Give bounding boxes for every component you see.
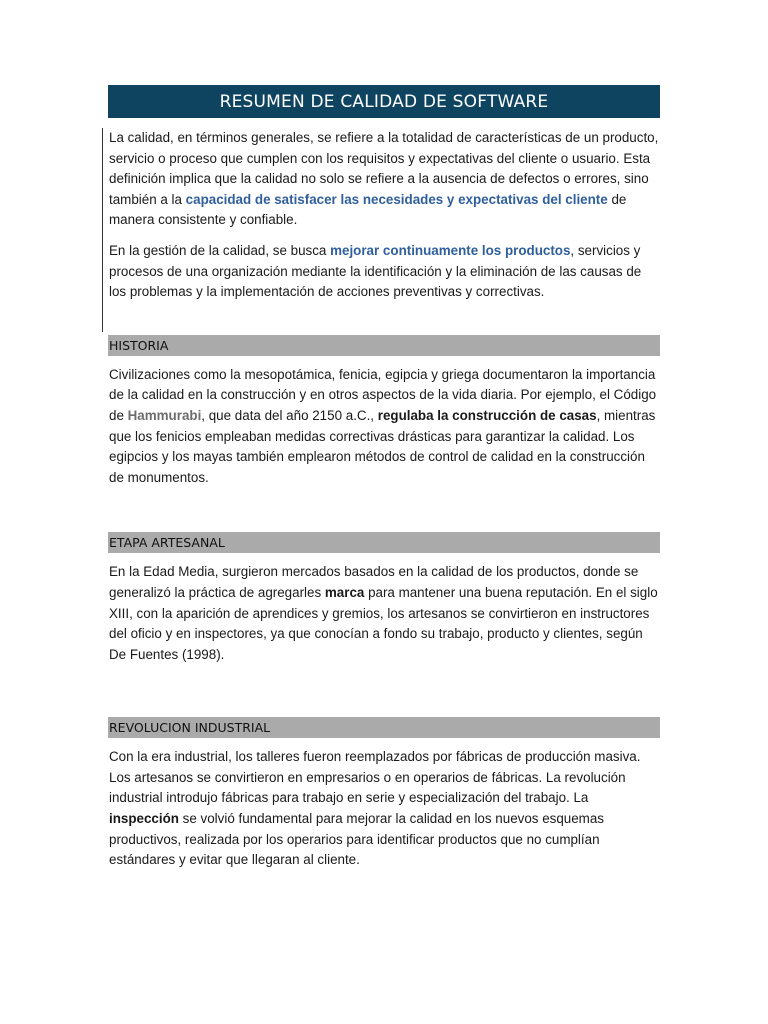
intro-p1-highlight: capacidad de satisfacer las necesidades y expectativas del cliente xyxy=(185,191,608,207)
intro-p1-text-b: de manera consistente y confiable. xyxy=(109,191,627,228)
industrial-bold: inspección xyxy=(109,811,179,827)
historia-body xyxy=(108,365,660,489)
artesanal-text-a: En la Edad Media, surgieron mercados basados en la calidad de los productos, donde se generalizó la práctica de agregarles xyxy=(109,564,639,600)
intro-paragraph-1 xyxy=(109,128,660,231)
title-banner xyxy=(108,85,660,118)
artesanal-paragraph xyxy=(109,562,660,665)
historia-paragraph xyxy=(109,365,660,489)
document-page xyxy=(108,85,660,871)
artesanal-bold: marca xyxy=(324,584,365,600)
industrial-body xyxy=(108,747,660,871)
intro-left-rule xyxy=(102,128,103,332)
intro-p2-text-a: En la gestión de la calidad, se busca xyxy=(109,242,331,258)
historia-text-b: , que data del año 2150 a.C., xyxy=(201,407,378,423)
section-heading-historia xyxy=(108,335,660,356)
historia-text-a: Civilizaciones como la mesopotámica, fenicia, egipcia y griega documentaron la importancia de la calidad en la construcción y en otros aspectos de la vida diaria. Por ejemplo, el Código de xyxy=(109,366,657,423)
intro-section xyxy=(108,128,660,303)
artesanal-body xyxy=(108,562,660,665)
industrial-text-a: Con la era industrial, los talleres fueron reemplazados por fábricas de producción masiva. Los artesanos se convirtieron en empresarios o en operarios de fábricas. La revolución industrial introdujo fábricas para trabajo en serie y especialización del trabajo. La xyxy=(109,749,641,806)
intro-paragraph-2 xyxy=(109,241,660,303)
intro-p1-text-a: La calidad, en términos generales, se refiere a la totalidad de características de un producto, servicio o proceso que cumplen con los requisitos y expectativas del cliente o usuario. Esta definición implica que la calidad no solo se refiere a la ausencia de defectos o errores, sino también a la xyxy=(109,130,659,207)
industrial-text-b: se volvió fundamental para mejorar la calidad en los nuevos esquemas productivos, realizada por los operarios para identificar productos que no cumplían estándares y evitar que llegaran al cliente. xyxy=(109,811,604,868)
historia-heading-text: HISTORIA xyxy=(109,337,169,353)
historia-hammurabi: Hammurabi xyxy=(127,407,202,423)
document-title: RESUMEN DE CALIDAD DE SOFTWARE xyxy=(219,91,549,112)
intro-p2-text-b: , servicios y procesos de una organización mediante la identificación y la eliminación de las causas de los problemas y la implementación de acciones preventivas y correctivas. xyxy=(109,242,642,300)
artesanal-text-b: para mantener una buena reputación. En el siglo XIII, con la aparición de aprendices y gremios, los artesanos se convirtieron en instructores del oficio y en inspectores, ya que conocían a fondo su trabajo, producto y clientes, según De Fuentes (1998). xyxy=(109,584,658,662)
historia-text-c: , mientras que los fenicios empleaban medidas correctivas drásticas para garantizar la calidad. Los egipcios y los mayas también emplearon métodos de control de calidad en la construcción de monumentos. xyxy=(109,407,656,485)
artesanal-heading-text: ETAPA ARTESANAL xyxy=(109,535,225,551)
industrial-paragraph xyxy=(109,747,660,871)
industrial-heading-text: REVOLUCION INDUSTRIAL xyxy=(109,720,271,736)
intro-p2-highlight: mejorar continuamente los productos xyxy=(330,242,571,258)
section-heading-artesanal xyxy=(108,532,660,553)
historia-bold: regulaba la construcción de casas xyxy=(377,407,597,423)
section-heading-industrial xyxy=(108,717,660,738)
